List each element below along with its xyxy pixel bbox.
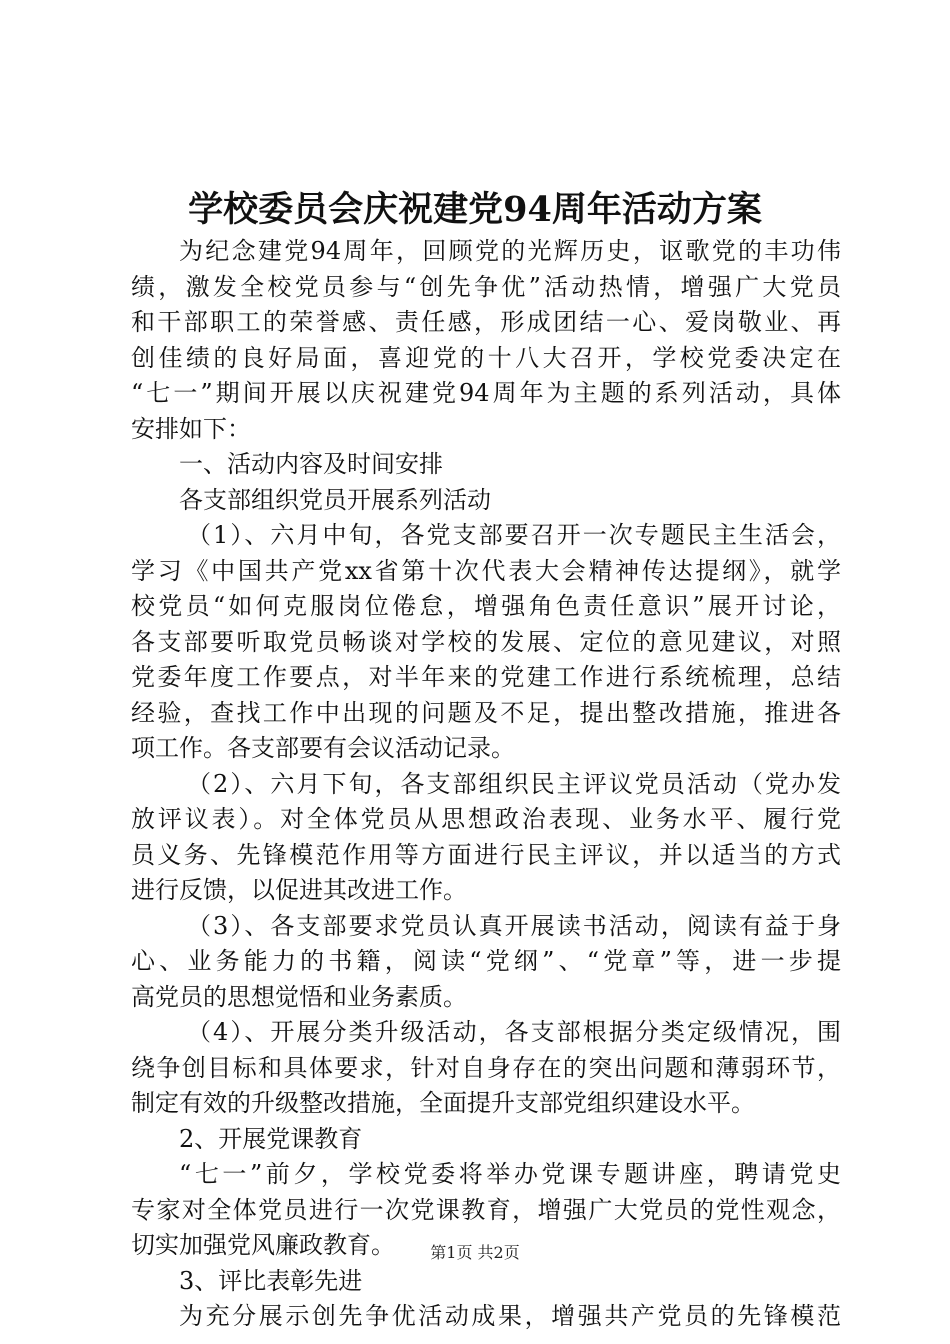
body-line: 高党员的思想觉悟和业务素质。 [131,982,467,1011]
body-line: 进行反馈，以促进其改进工作。 [131,876,467,904]
page-footer: 第1页 共2页 [430,1243,520,1262]
body-line: 各支部要听取党员畅谈对学校的发展、定位的意见建议，对照 [131,627,841,656]
body-line: 绩，激发全校党员参与“创先争优”活动热情，增强广大党员 [131,272,841,301]
document-body [131,234,841,1335]
body-line: 党委年度工作要点，对半年来的党建工作进行系统梳理，总结 [131,663,841,691]
body-line: 专家对全体党员进行一次党课教育，增强广大党员的党性观念， [131,1195,841,1224]
body-line: 绕争创目标和具体要求，针对自身存在的突出问题和薄弱环节， [131,1053,841,1082]
body-line: 心、业务能力的书籍，阅读“党纲”、“党章”等，进一步提 [131,947,841,975]
body-line: 制定有效的升级整改措施，全面提升支部党组织建设水平。 [131,1089,755,1117]
body-line: 校党员“如何克服岗位倦怠，增强角色责任意识”展开讨论， [131,592,841,620]
body-line: 切实加强党风廉政教育。 [131,1231,395,1259]
body-line: 项工作。各支部要有会议活动记录。 [131,734,515,762]
body-line: 员义务、先锋模范作用等方面进行民主评议，并以适当的方式 [131,840,841,869]
body-line: 为纪念建党94周年，回顾党的光辉历史，讴歌党的丰功伟 [179,237,841,265]
body-line: （3）、各支部要求党员认真开展读书活动，阅读有益于身 [187,911,841,940]
body-line: 学习《中国共产党xx省第十次代表大会精神传达提纲》，就学 [131,556,841,585]
document-title: 学校委员会庆祝建党94周年活动方案 [188,189,762,230]
body-line: 和干部职工的荣誉感、责任感，形成团结一心、爱岗敬业、再 [131,308,841,336]
subsection-heading: 各支部组织党员开展系列活动 [179,485,491,514]
body-line: 安排如下： [131,414,251,443]
section-heading: 一、活动内容及时间安排 [179,450,443,478]
body-line: “七一”期间开展以庆祝建党94周年为主题的系列活动，具体 [131,379,841,407]
section-heading: 3、评比表彰先进 [179,1266,363,1295]
body-line: 经验，查找工作中出现的问题及不足，提出整改措施，推进各 [131,698,841,727]
section-heading: 2、开展党课教育 [179,1124,363,1153]
body-line: （2）、六月下旬，各支部组织民主评议党员活动（党办发 [187,769,841,798]
body-line: 放评议表）。对全体党员从思想政治表现、业务水平、履行党 [131,805,841,833]
body-line: （4）、开展分类升级活动，各支部根据分类定级情况，围 [187,1018,841,1046]
body-line: 为充分展示创先争优活动成果，增强共产党员的先锋模范 [179,1302,841,1330]
body-line: 创佳绩的良好局面，喜迎党的十八大召开，学校党委决定在 [131,343,841,372]
body-line: “七一”前夕，学校党委将举办党课专题讲座，聘请党史 [179,1160,841,1188]
body-line: （1）、六月中旬，各党支部要召开一次专题民主生活会， [187,521,841,549]
